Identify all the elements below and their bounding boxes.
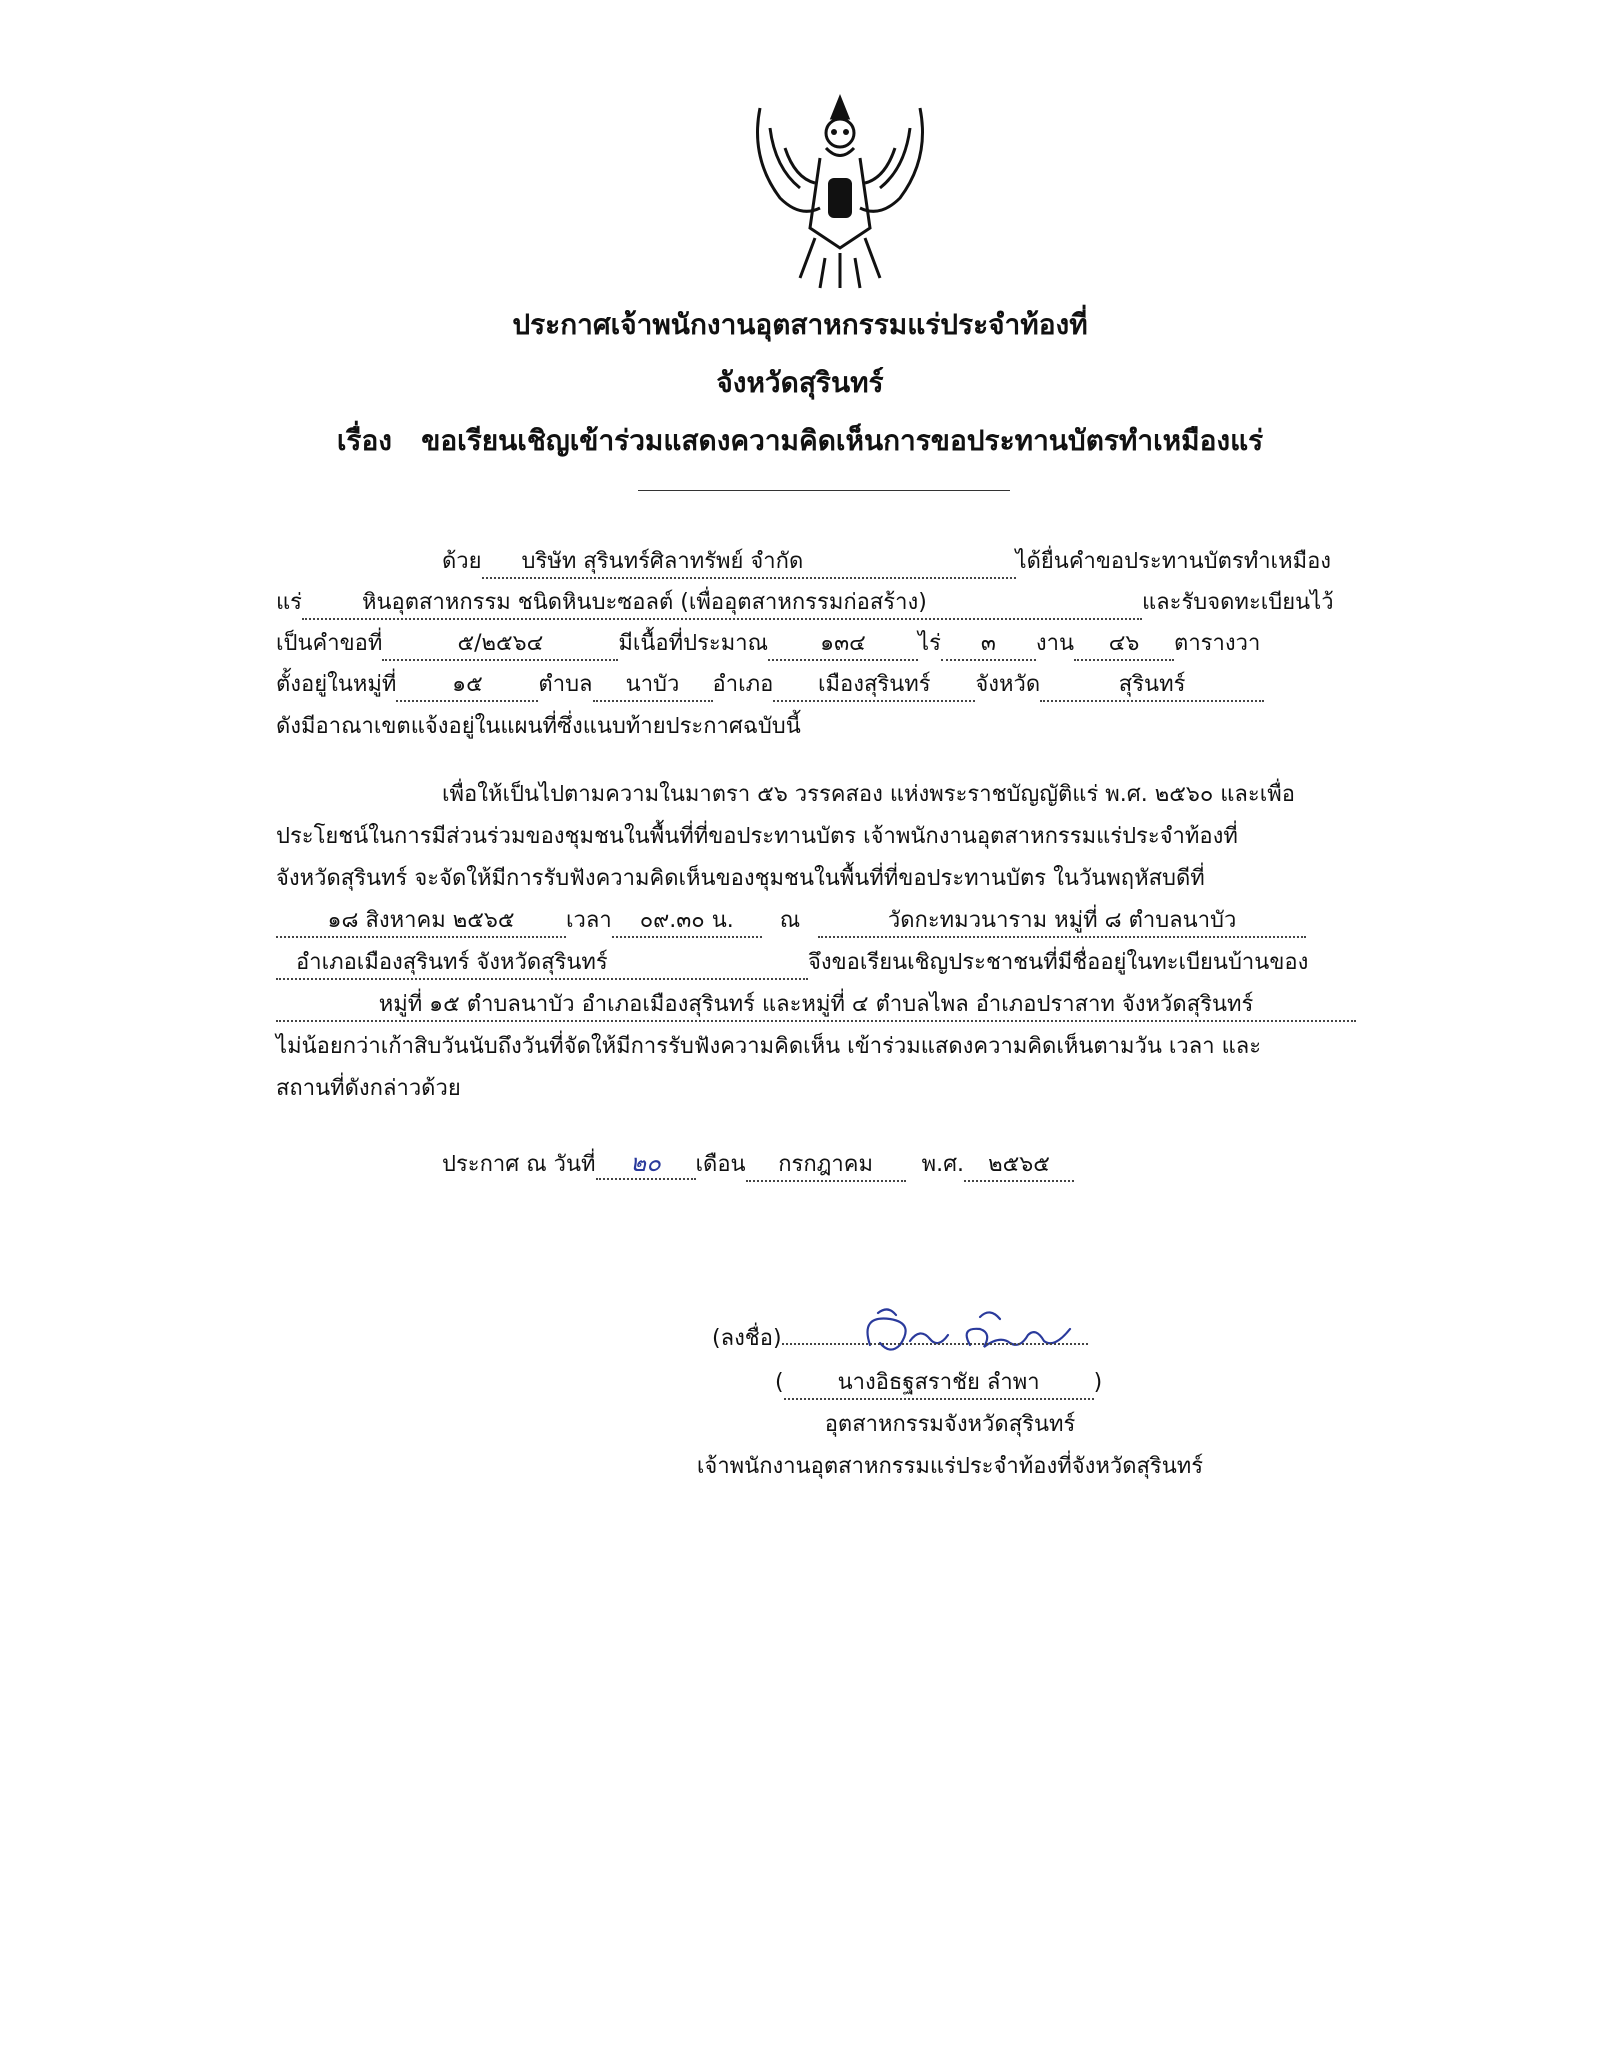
registered-text: และรับจดทะเบียนไว้ xyxy=(1142,590,1334,615)
sign-field xyxy=(782,1343,1088,1345)
announce-year: ๒๕๖๕ xyxy=(964,1150,1074,1182)
p1-line3 xyxy=(276,627,1260,661)
p2-line8: สถานที่ดังกล่าวด้วย xyxy=(276,1076,461,1101)
at-label: ณ xyxy=(779,908,801,933)
request-no-label: เป็นคำขอที่ xyxy=(276,631,383,656)
p1-line2 xyxy=(276,586,1334,620)
amphoe-label: อำเภอ xyxy=(712,672,774,697)
p2-line3: จังหวัดสุรินทร์ จะจัดให้มีการรับฟังความคิดเห็นของชุมชนในพื้นที่ที่ขอประทานบัตร ในวันพฤหัสบดีที่ xyxy=(276,866,1205,891)
mineral-label: แร่ xyxy=(276,590,302,615)
month-label: เดือน xyxy=(695,1152,746,1177)
divider xyxy=(638,490,1010,491)
time-label: เวลา xyxy=(566,908,612,933)
province-label: จังหวัด xyxy=(975,672,1041,697)
name-open-paren: ( xyxy=(775,1370,784,1395)
p1-line1 xyxy=(442,545,1331,579)
year-label: พ.ศ. xyxy=(921,1152,965,1177)
by-label: ด้วย xyxy=(442,549,482,574)
company-field: บริษัท สุรินทร์ศิลาทรัพย์ จำกัด xyxy=(482,547,1016,579)
subject-label: เรื่อง xyxy=(336,424,392,457)
venue2-field: อำเภอเมืองสุรินทร์ จังหวัดสุรินทร์ xyxy=(276,948,808,980)
signer-name: นางอิธฐสราชัย ลำพา xyxy=(784,1368,1094,1400)
position-line2: เจ้าพนักงานอุตสาหกรรมแร่ประจำท้องที่จังหวัดสุรินทร์ xyxy=(696,1454,1204,1479)
amphoe-field: เมืองสุรินทร์ xyxy=(773,670,975,702)
request-no-field: ๕/๒๕๖๔ xyxy=(382,629,618,661)
moo-label: ตั้งอยู่ในหมู่ที่ xyxy=(276,672,397,697)
date-field: ๑๘ สิงหาคม ๒๕๖๕ xyxy=(276,906,566,938)
rai-label: ไร่ xyxy=(918,631,941,656)
venue-field: วัดกะทมวนาราม หมู่ที่ ๘ ตำบลนาบัว xyxy=(818,906,1306,938)
p2-line4 xyxy=(276,904,1306,938)
ngan-field: ๓ xyxy=(941,629,1036,661)
sq-wa-field: ๔๖ xyxy=(1074,629,1174,661)
mineral-field: หินอุตสาหกรรม ชนิดหินบะซอลต์ (เพื่ออุตสาหกรรมก่อสร้าง) xyxy=(302,588,1142,620)
villages-field: หมู่ที่ ๑๕ ตำบลนาบัว อำเภอเมืองสุรินทร์ และหมู่ที่ ๔ ตำบลไพล อำเภอปราสาท จังหวัดสุรินทร์ xyxy=(276,990,1356,1022)
area-label: มีเนื้อที่ประมาณ xyxy=(618,631,768,656)
announce-line xyxy=(442,1148,1074,1182)
sq-wa-label: ตารางวา xyxy=(1174,631,1261,656)
ngan-label: งาน xyxy=(1035,631,1075,656)
moo-field: ๑๕ xyxy=(396,670,538,702)
p2-line7: ไม่น้อยกว่าเก้าสิบวันนับถึงวันที่จัดให้มีการรับฟังความคิดเห็น เข้าร่วมแสดงความคิดเห็นตามวัน เวลา และ xyxy=(276,1034,1262,1059)
announce-month: กรกฎาคม xyxy=(746,1150,906,1182)
subject-text: ขอเรียนเชิญเข้าร่วมแสดงความคิดเห็นการขอประทานบัตรทำเหมืองแร่ xyxy=(421,424,1264,457)
p2-line1: เพื่อให้เป็นไปตามความในมาตรา ๕๖ วรรคสอง แห่งพระราชบัญญัติแร่ พ.ศ. ๒๕๖๐ และเพื่อ xyxy=(442,782,1295,807)
title-line2: จังหวัดสุรินทร์ xyxy=(716,366,884,399)
p2-line2: ประโยชน์ในการมีส่วนร่วมของชุมชนในพื้นที่ที่ขอประทานบัตร เจ้าพนักงานอุตสาหกรรมแร่ประจำท้องที่ xyxy=(276,824,1238,849)
name-close-paren: ) xyxy=(1093,1370,1103,1395)
rai-field: ๑๓๔ xyxy=(768,629,918,661)
invite-text: จึงขอเรียนเชิญประชาชนที่มีชื่ออยู่ในทะเบียนบ้านของ xyxy=(808,950,1309,975)
sign-line xyxy=(712,1322,1088,1356)
announce-label: ประกาศ ณ วันที่ xyxy=(442,1152,596,1177)
p2-line6 xyxy=(276,988,1356,1022)
p2-line5 xyxy=(276,946,1308,980)
announce-day: ๒๐ xyxy=(596,1148,696,1180)
p1-line4 xyxy=(276,668,1264,702)
time-field: ๐๙.๓๐ น. xyxy=(612,906,762,938)
position-line1: อุตสาหกรรมจังหวัดสุรินทร์ xyxy=(824,1412,1076,1437)
subject-line xyxy=(0,421,1600,461)
name-line xyxy=(775,1366,1102,1400)
garuda-emblem xyxy=(740,88,940,293)
tambon-label: ตำบล xyxy=(538,672,593,697)
province-field: สุรินทร์ xyxy=(1040,670,1264,702)
tambon-field: นาบัว xyxy=(593,670,713,702)
submitted-text: ได้ยื่นคำขอประทานบัตรทำเหมือง xyxy=(1015,549,1332,574)
title-line1: ประกาศเจ้าพนักงานอุตสาหกรรมแร่ประจำท้องที่ xyxy=(512,308,1088,341)
sign-label: (ลงชื่อ) xyxy=(712,1326,782,1351)
p1-closing: ดังมีอาณาเขตแจ้งอยู่ในแผนที่ซึ่งแนบท้ายประกาศฉบับนี้ xyxy=(276,714,801,739)
